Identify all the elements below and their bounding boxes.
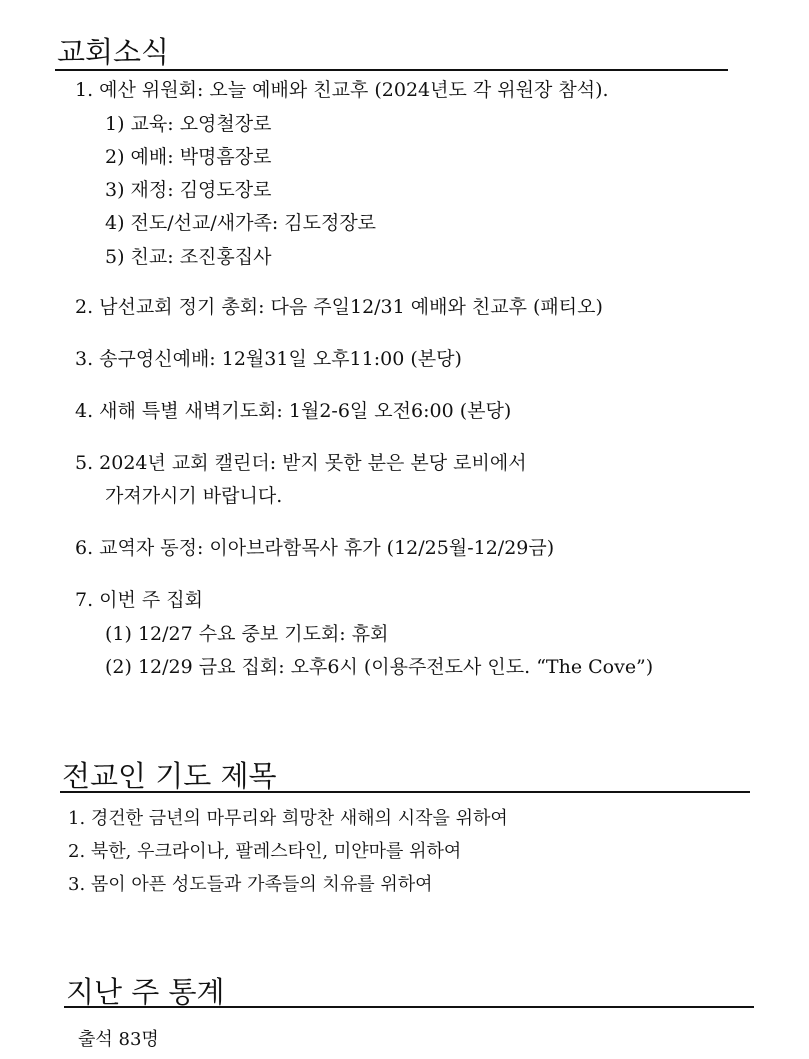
news-item-7-sub-1: (1) 12/27 수요 중보 기도회: 휴회	[105, 623, 389, 645]
news-item-5-continued: 가져가시기 바랍니다.	[105, 485, 283, 507]
news-item-5: 5. 2024년 교회 캘린더: 받지 못한 분은 본당 로비에서	[75, 452, 527, 474]
stats-title-rule	[64, 1006, 754, 1008]
news-item-6: 6. 교역자 동정: 이아브라함목사 휴가 (12/25월-12/29금)	[75, 537, 555, 559]
news-title-rule	[55, 69, 728, 71]
news-item-1-sub-5: 5) 친교: 조진홍집사	[105, 246, 272, 268]
stats-section-title: 지난 주 통계	[66, 975, 225, 1009]
news-item-1-sub-3: 3) 재정: 김영도장로	[105, 179, 272, 201]
news-item-7: 7. 이번 주 집회	[75, 589, 204, 611]
news-item-3: 3. 송구영신예배: 12월31일 오후11:00 (본당)	[75, 348, 462, 370]
news-item-1-sub-1: 1) 교육: 오영철장로	[105, 113, 272, 135]
prayer-item-1: 1. 경건한 금년의 마무리와 희망찬 새해의 시작을 위하여	[68, 808, 508, 829]
prayer-title-rule	[60, 791, 750, 793]
prayer-section-title: 전교인 기도 제목	[62, 759, 277, 793]
prayer-item-2: 2. 북한, 우크라이나, 팔레스타인, 미얀마를 위하여	[68, 841, 462, 862]
news-section-title: 교회소식	[57, 35, 170, 69]
news-item-2: 2. 남선교회 정기 총회: 다음 주일12/31 예배와 친교후 (패티오)	[75, 296, 603, 318]
news-item-1-sub-2: 2) 예배: 박명흠장로	[105, 146, 272, 168]
news-item-1: 1. 예산 위원회: 오늘 예배와 친교후 (2024년도 각 위원장 참석).	[75, 79, 609, 101]
news-item-1-sub-4: 4) 전도/선교/새가족: 김도정장로	[105, 212, 377, 234]
attendance-text: 출석 83명	[78, 1029, 159, 1050]
prayer-item-3: 3. 몸이 아픈 성도들과 가족들의 치유를 위하여	[68, 874, 433, 895]
news-item-7-sub-2: (2) 12/29 금요 집회: 오후6시 (이용주전도사 인도. “The Cove”)	[105, 656, 654, 678]
news-item-4: 4. 새해 특별 새벽기도회: 1월2-6일 오전6:00 (본당)	[75, 400, 512, 422]
